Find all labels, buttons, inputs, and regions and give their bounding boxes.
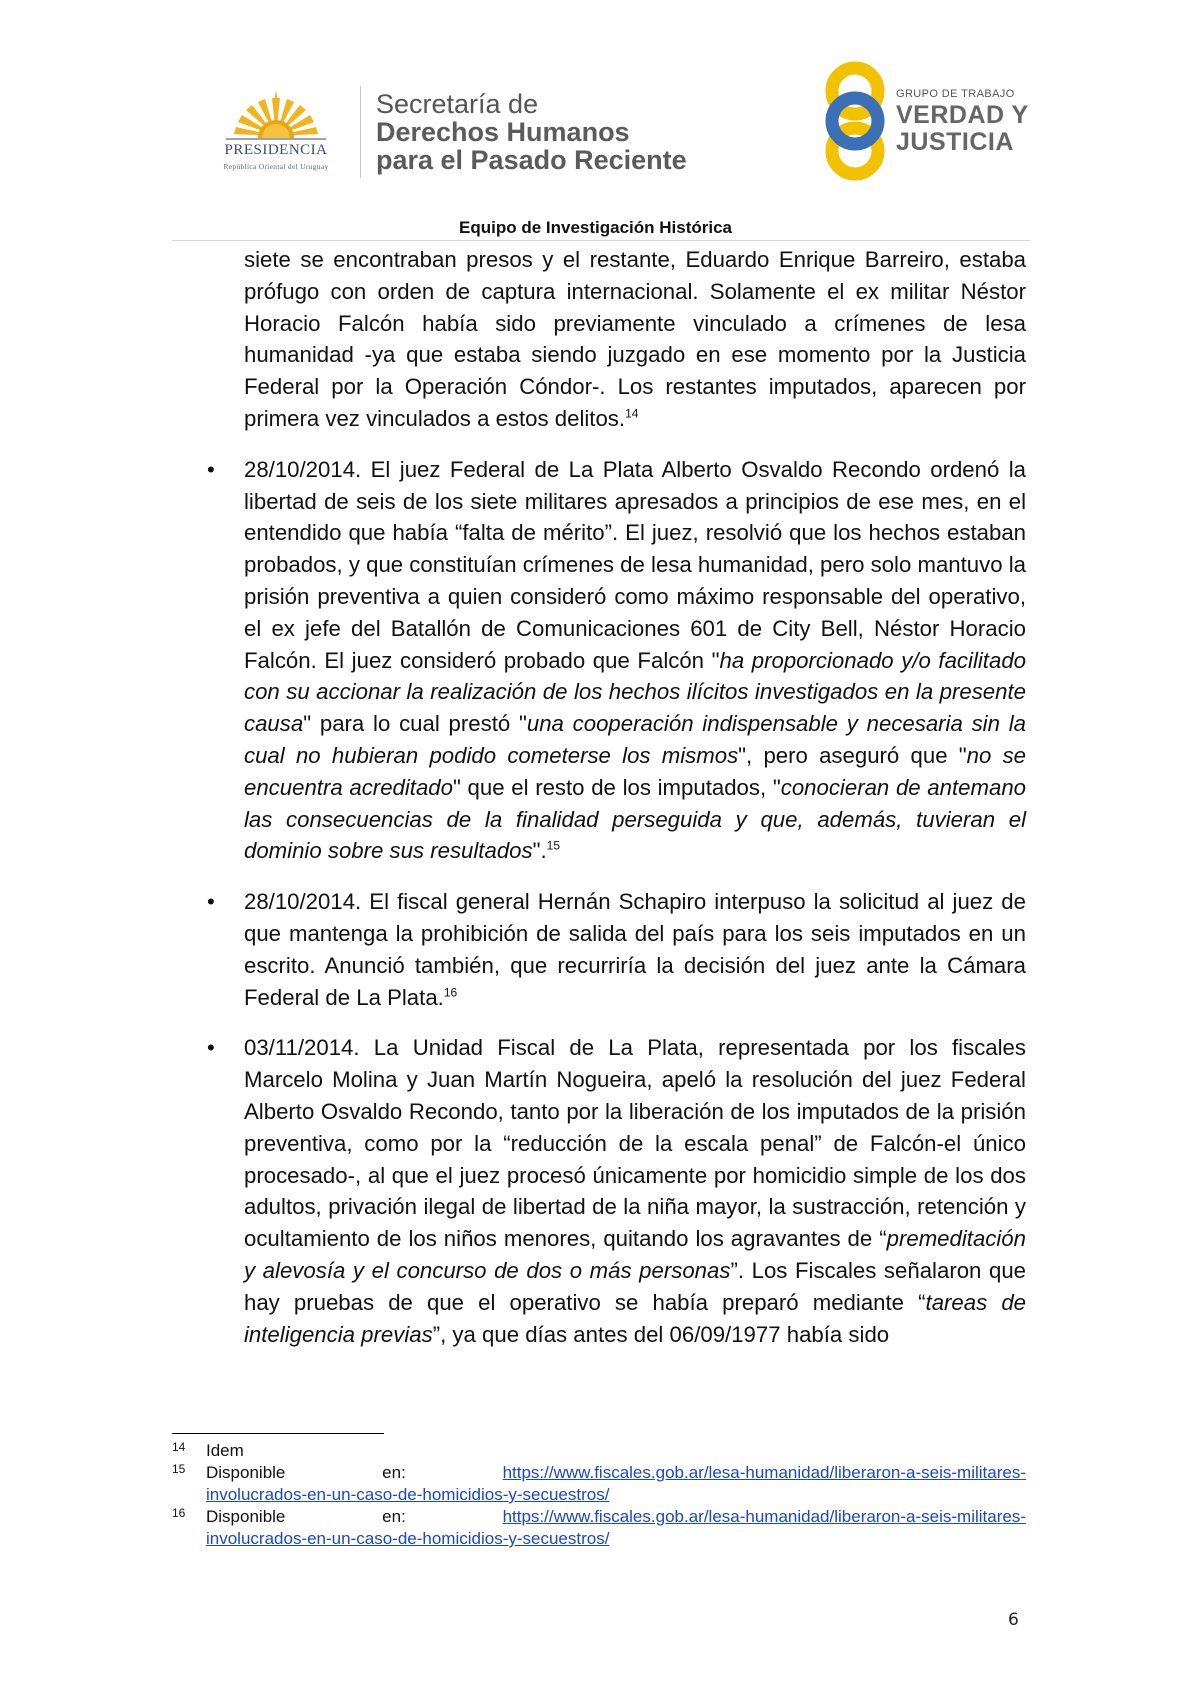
bullet-item-03-11-2014 [244,1032,1026,1350]
footnote-en: en: [382,1463,406,1482]
paragraph-text: siete se encontraban presos y el restante, Eduardo Enrique Barreiro, estaba prófugo con orden de captura internacional. Solamente el ex militar Néstor Horacio Falcón había sido previamente vinculado a crímenes de lesa humanidad -ya que estaba siendo juzgado en ese momento por la Justicia Federal por la Operación Cóndor-. Los restantes imputados, aparecen por primera vez vinculados a estos delitos. [244,247,1026,431]
bullet-item-28-10-2014-recondo [244,454,1026,867]
quote-italic: tareas de inteligencia previas [244,1289,1026,1347]
interlocking-rings-icon [820,58,890,184]
secretaria-line-1: Secretaría de [376,89,539,119]
quote-italic: conocieran de antemano las consecuencias de la finalidad perseguida y que, además, tuvieran el dominio sobre sus resultados [244,774,1026,864]
bullet-text: 03/11/2014. La Unidad Fiscal de La Plata, representada por los fiscales Marcelo Molina y Juan Martín Nogueira, apeló la resolución del juez Federal Alberto Osvaldo Recondo, tanto por la liberación de los imputados de la prisión preventiva, como por la “reducción de la escala penal” de Falcón-el único procesado-, al que el juez procesó únicamente por homicidio simple de los dos adultos, privación ilegal de libertad de la niña mayor, la sustracción, retención y ocultamiento de los niños menores, quitando los agravantes de “ [244,1035,1026,1252]
footnote-line [206,1462,1026,1484]
secretaria-line-2: Derechos Humanos [376,117,630,147]
footnote-link-continuation[interactable]: involucrados-en-un-caso-de-homicidios-y-secuestros/ [206,1529,610,1548]
quote-italic: no se encuentra acreditado [244,742,1027,800]
footnote-label: Disponible [206,1463,286,1482]
footnote-ref: 16 [443,985,458,1000]
presidencia-wordmark: PRESIDENCIA [224,142,328,158]
gt-title-line-2: JUSTICIA [896,128,1014,156]
secretaria-line-3: para el Pasado Reciente [376,145,687,175]
gt-title [896,102,1029,156]
footnote-link[interactable]: https://www.fiscales.gob.ar/lesa-humanidad/liberaron-a-seis-militares- [502,1507,1026,1526]
equipo-heading: Equipo de Investigación Histórica [459,218,732,237]
bullet-item-28-10-2014-schapiro [244,886,1026,1013]
secretaria-title [376,90,687,174]
footnote-16 [172,1506,1026,1550]
footnote-ref: 15 [546,838,560,853]
gt-label: GRUPO DE TRABAJO [896,88,1015,100]
gt-title-line-1: VERDAD Y [896,101,1029,129]
footnote-label: Disponible [206,1507,286,1526]
footnote-number: 16 [172,1506,186,1520]
bullet-text: ". [532,838,547,864]
document-body [244,244,1026,1350]
bullet-text: 28/10/2014. El fiscal general Hernán Schapiro interpuso la solicitud al juez de que mantenga la prohibición de salida del país para los seis imputados en un escrito. Anunció también, que recurriría la decisión del juez ante la Cámara Federal de La Plata. [244,889,1026,1010]
footnote-line [206,1506,1026,1528]
header-rule [172,240,1030,241]
bullet-text: ”. Los Fiscales señalaron que hay pruebas de que el operativo se había preparó mediante “ [244,1257,1026,1315]
header-divider [360,86,361,178]
presidencia-logo [196,80,356,180]
page-number: 6 [1008,1610,1019,1630]
bullet-text: ", pero aseguró que " [738,742,967,768]
paragraph-continuation [244,244,1026,435]
page-header [0,0,1191,240]
footnote-link[interactable]: https://www.fiscales.gob.ar/lesa-humanidad/liberaron-a-seis-militares- [502,1463,1026,1482]
footnote-ref: 14 [625,406,639,421]
bullet-text: ”, ya que días antes del 06/09/1977 había sido [432,1321,890,1347]
verdad-justicia-logo [820,58,1040,184]
footnote-text: Idem [206,1441,244,1460]
quote-italic: premeditación y alevosía y el concurso de dos o más personas [244,1226,1026,1283]
bullet-text: 28/10/2014. El juez Federal de La Plata Alberto Osvaldo Recondo ordenó la libertad de seis de los siete militares apresados a principios de ese mes, en el entendido que había “falta de mérito”. El juez, resolvió que los hechos estaban probados, y que constituían crímenes de lesa humanidad, pero solo mantuvo la prisión preventiva a quien consideró como máximo responsable del operativo, el ex jefe del Batallón de Comunicaciones 601 de City Bell, Néstor Horacio Falcón. El juez consideró probado que Falcón " [244,456,1026,673]
quote-italic: ha proporcionado y/o facilitado con su accionar la realización de los hechos ilícitos investigados en la presente causa [244,647,1026,737]
bullet-text: " que el resto de los imputados, " [452,774,781,800]
bullet-text: " para lo cual prestó " [303,711,527,737]
quote-italic: una cooperación indispensable y necesaria sin la cual no hubieran podido cometerse los mismos [244,711,1026,768]
presidencia-subtitle: República Oriental del Uruguay [223,162,329,171]
footnote-number: 14 [172,1440,186,1454]
footnote-number: 15 [172,1462,186,1476]
footnote-14 [172,1440,1026,1462]
footnotes [172,1440,1026,1550]
sun-icon [196,80,356,146]
footnote-15 [172,1462,1026,1506]
footnote-separator [172,1433,384,1434]
footnote-link-continuation[interactable]: involucrados-en-un-caso-de-homicidios-y-secuestros/ [206,1485,610,1504]
footnote-en: en: [382,1507,406,1526]
